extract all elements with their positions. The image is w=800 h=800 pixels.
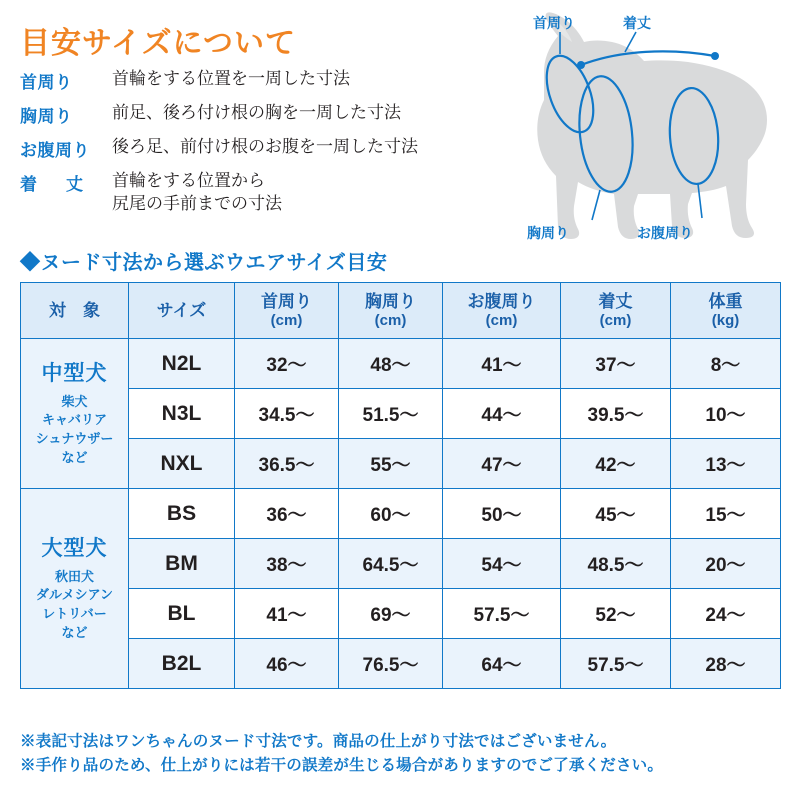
chest-value: 55〜 (339, 439, 443, 489)
header-weight-unit: (kg) (711, 311, 740, 329)
belly-value: 54〜 (443, 539, 561, 589)
length-leader-line (625, 32, 636, 52)
header-length (561, 283, 671, 339)
chest-value: 76.5〜 (339, 639, 443, 689)
header-length-unit: (cm) (599, 311, 632, 329)
size-code: BL (129, 589, 235, 639)
header-belly-unit: (cm) (485, 311, 518, 329)
definition-desc (112, 170, 282, 216)
dog-silhouette (537, 12, 767, 239)
table-row (21, 389, 781, 439)
size-table (20, 282, 781, 689)
definition-term: お腹周り (20, 141, 90, 160)
page-title: 目安サイズについて (20, 27, 296, 60)
header-neck-label: 首周り (261, 291, 312, 311)
neck-value: 41〜 (235, 589, 339, 639)
definition-desc-line1: 首輪をする位置から (112, 171, 265, 190)
size-code: N2L (129, 339, 235, 389)
definition-row (20, 102, 490, 127)
footnote-2: ※手作り品のため、仕上がりには若干の誤差が生じる場合がありますのでご了承ください。 (20, 757, 664, 775)
header-size-label: サイズ (156, 300, 207, 320)
header-chest (339, 283, 443, 339)
size-code: BS (129, 489, 235, 539)
header-target-label: 対 象 (49, 300, 100, 320)
measurement-definitions (20, 68, 490, 225)
belly-value: 44〜 (443, 389, 561, 439)
weight-value: 10〜 (671, 389, 781, 439)
target-cell-medium (21, 339, 129, 489)
weight-value: 13〜 (671, 439, 781, 489)
chest-leader-line (592, 190, 600, 220)
definition-term: 胸周り (20, 107, 73, 126)
belly-value: 41〜 (443, 339, 561, 389)
length-value: 37〜 (561, 339, 671, 389)
header-weight (671, 283, 781, 339)
length-value: 39.5〜 (561, 389, 671, 439)
definition-desc-line2: 尻尾の手前までの寸法 (112, 193, 282, 213)
target-title: 中型犬 (41, 362, 108, 386)
label-length: 着丈 (623, 15, 651, 31)
belly-value: 50〜 (443, 489, 561, 539)
length-start-dot (577, 61, 585, 69)
definition-desc: 前足、後ろ付け根の胸を一周した寸法 (112, 103, 401, 122)
table-row (21, 639, 781, 689)
neck-value: 46〜 (235, 639, 339, 689)
weight-value: 15〜 (671, 489, 781, 539)
definition-desc: 後ろ足、前付け根のお腹を一周した寸法 (112, 137, 418, 156)
target-examples: 柴犬 キャバリア シュナウザー など (35, 393, 114, 466)
definition-row (20, 68, 490, 93)
dog-measurement-illustration (440, 8, 792, 256)
definition-term: 着 丈 (20, 175, 89, 194)
size-code: B2L (129, 639, 235, 689)
table-row (21, 339, 781, 389)
header-neck (235, 283, 339, 339)
chest-value: 51.5〜 (339, 389, 443, 439)
header-target (21, 283, 129, 339)
length-value: 42〜 (561, 439, 671, 489)
header-size (129, 283, 235, 339)
neck-value: 34.5〜 (235, 389, 339, 439)
table-row (21, 439, 781, 489)
weight-value: 8〜 (671, 339, 781, 389)
footnotes (20, 730, 780, 778)
table-header-row (21, 283, 781, 339)
target-title: 大型犬 (41, 537, 108, 561)
definition-desc: 首輪をする位置を一周した寸法 (112, 69, 350, 88)
table-row (21, 539, 781, 589)
chest-value: 69〜 (339, 589, 443, 639)
belly-value: 64〜 (443, 639, 561, 689)
weight-value: 24〜 (671, 589, 781, 639)
neck-value: 32〜 (235, 339, 339, 389)
footnote-1: ※表記寸法はワンちゃんのヌード寸法です。商品の仕上がり寸法ではございません。 (20, 733, 617, 750)
chest-value: 60〜 (339, 489, 443, 539)
header-neck-unit: (cm) (270, 311, 303, 329)
definition-term: 首周り (20, 73, 73, 92)
neck-value: 36〜 (235, 489, 339, 539)
belly-value: 57.5〜 (443, 589, 561, 639)
belly-value: 47〜 (443, 439, 561, 489)
size-code: BM (129, 539, 235, 589)
size-code: NXL (129, 439, 235, 489)
label-chest: 胸周り (527, 225, 569, 241)
header-belly-label: お腹周り (467, 291, 536, 311)
header-belly (443, 283, 561, 339)
definition-row (20, 170, 490, 216)
table-row (21, 489, 781, 539)
definition-row (20, 136, 490, 161)
section-heading: ◆ヌード寸法から選ぶウエアサイズ目安 (20, 252, 388, 274)
length-value: 52〜 (561, 589, 671, 639)
neck-value: 36.5〜 (235, 439, 339, 489)
weight-value: 20〜 (671, 539, 781, 589)
length-end-dot (711, 52, 719, 60)
length-value: 45〜 (561, 489, 671, 539)
label-neck: 首周り (533, 15, 575, 31)
chest-value: 48〜 (339, 339, 443, 389)
size-table-wrapper (20, 282, 780, 689)
neck-value: 38〜 (235, 539, 339, 589)
target-cell-large (21, 489, 129, 689)
length-value: 48.5〜 (561, 539, 671, 589)
length-value: 57.5〜 (561, 639, 671, 689)
chest-value: 64.5〜 (339, 539, 443, 589)
table-row (21, 589, 781, 639)
target-examples: 秋田犬 ダルメシアン レトリバー など (35, 568, 114, 641)
label-belly: お腹周り (637, 225, 693, 241)
header-chest-label: 胸周り (365, 291, 416, 311)
weight-value: 28〜 (671, 639, 781, 689)
header-chest-unit: (cm) (374, 311, 407, 329)
size-code: N3L (129, 389, 235, 439)
header-weight-label: 体重 (708, 291, 743, 311)
header-length-label: 着丈 (598, 291, 633, 311)
